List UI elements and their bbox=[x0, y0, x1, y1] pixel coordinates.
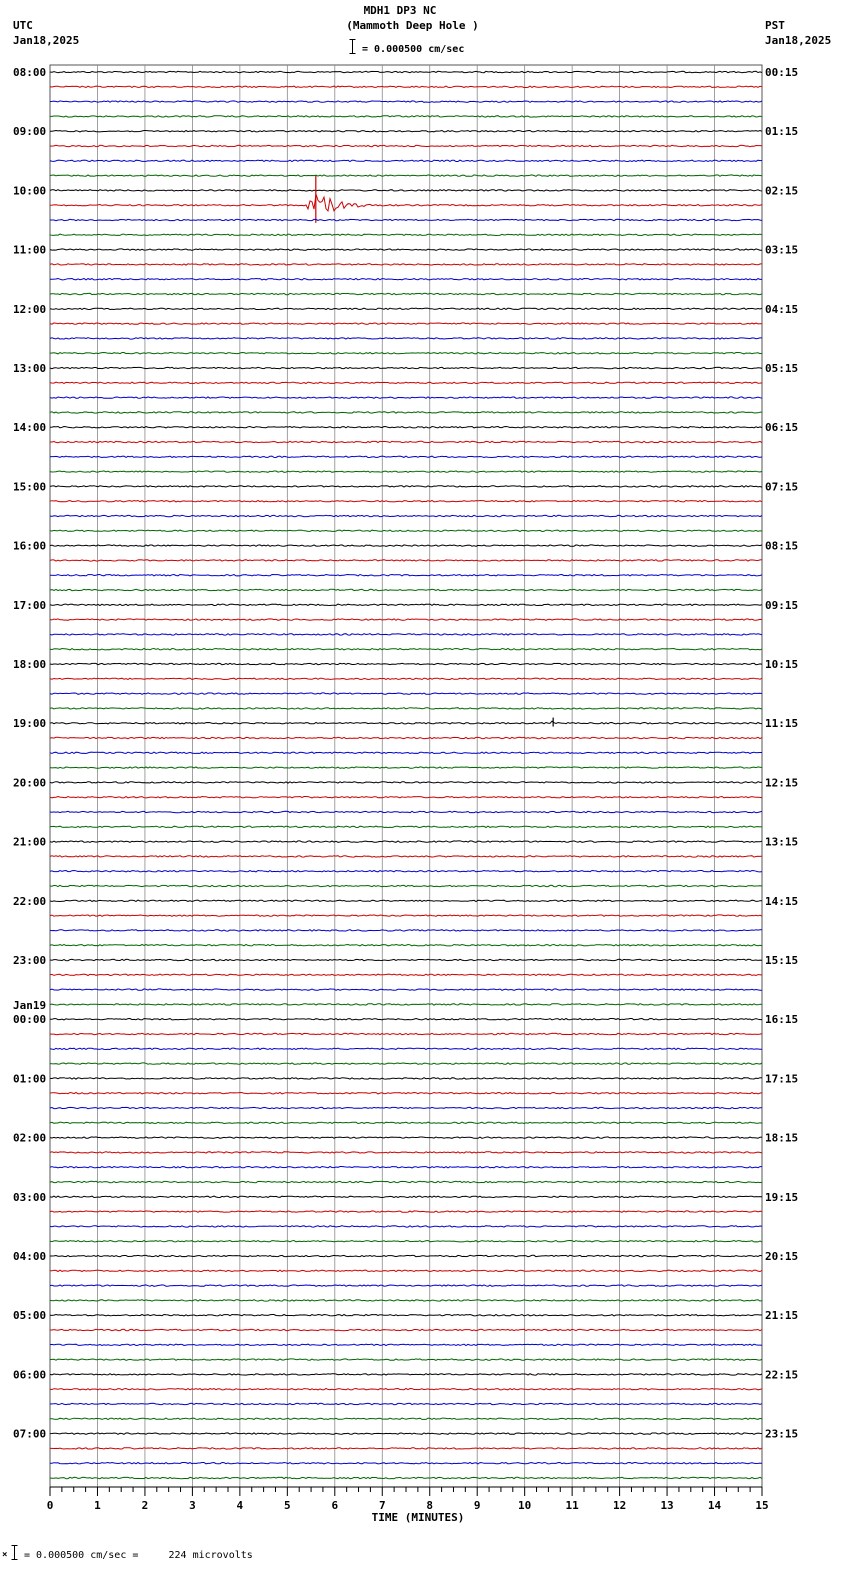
seismic-trace bbox=[50, 767, 762, 768]
seismic-trace bbox=[50, 397, 762, 398]
x-tick-label: 2 bbox=[141, 1499, 149, 1512]
seismic-trace bbox=[50, 456, 762, 457]
seismic-trace bbox=[50, 190, 762, 191]
seismic-trace bbox=[50, 1211, 762, 1212]
seismic-trace bbox=[50, 367, 762, 368]
seismic-trace bbox=[50, 693, 762, 694]
x-tick-label: 3 bbox=[189, 1499, 196, 1512]
station-location: (Mammoth Deep Hole ) bbox=[346, 19, 479, 32]
utc-hour-label: 20:00 bbox=[13, 776, 47, 790]
seismic-trace bbox=[50, 545, 762, 546]
utc-label: UTC bbox=[13, 19, 33, 32]
seismic-trace bbox=[50, 811, 762, 812]
utc-hour-label: 17:00 bbox=[13, 598, 47, 612]
seismic-trace bbox=[50, 86, 762, 87]
seismic-trace bbox=[50, 1048, 762, 1049]
seismic-trace bbox=[50, 1448, 762, 1449]
seismic-trace bbox=[50, 194, 762, 211]
pst-hour-label: 20:15 bbox=[765, 1250, 799, 1263]
seismic-trace bbox=[50, 293, 762, 294]
x-axis-title: TIME (MINUTES) bbox=[371, 1511, 465, 1524]
seismic-trace bbox=[50, 1078, 762, 1079]
station-title: MDH1 DP3 NC bbox=[363, 4, 437, 17]
seismic-trace bbox=[50, 338, 762, 339]
seismic-trace bbox=[50, 249, 762, 250]
pst-hour-label: 11:15 bbox=[765, 717, 799, 731]
x-tick-label: 14 bbox=[707, 1499, 722, 1512]
seismic-trace bbox=[50, 353, 762, 354]
seismic-trace bbox=[50, 634, 762, 635]
pst-hour-label: 08:15 bbox=[765, 539, 799, 553]
utc-hour-label: 16:00 bbox=[13, 539, 47, 553]
seismic-trace bbox=[50, 1196, 762, 1197]
seismic-trace bbox=[50, 279, 762, 280]
x-tick-label: 5 bbox=[284, 1499, 291, 1512]
seismic-trace bbox=[50, 856, 762, 857]
seismic-trace bbox=[50, 871, 762, 872]
seismic-trace bbox=[50, 721, 762, 724]
utc-hour-label: 22:00 bbox=[13, 894, 47, 908]
utc-hour-label: 18:00 bbox=[13, 658, 47, 671]
seismic-trace bbox=[50, 471, 762, 472]
seismic-trace bbox=[50, 1255, 762, 1256]
pst-hour-label: 14:15 bbox=[765, 894, 799, 908]
seismic-trace bbox=[50, 71, 762, 72]
seismic-trace bbox=[50, 1344, 762, 1345]
seismic-trace bbox=[50, 930, 762, 931]
utc-date: Jan18,2025 bbox=[13, 34, 80, 47]
seismic-trace bbox=[50, 1107, 762, 1108]
seismic-trace bbox=[50, 989, 762, 990]
pst-label: PST bbox=[765, 19, 785, 32]
seismic-trace bbox=[50, 589, 762, 590]
seismic-trace bbox=[50, 1181, 762, 1182]
seismic-trace bbox=[50, 1167, 762, 1168]
pst-hour-label: 02:15 bbox=[765, 184, 799, 198]
pst-hour-label: 13:15 bbox=[765, 835, 799, 849]
x-tick-label: 10 bbox=[518, 1499, 532, 1512]
utc-hour-label: 04:00 bbox=[13, 1250, 47, 1263]
utc-hour-label: 08:00 bbox=[13, 66, 47, 79]
seismic-trace bbox=[50, 1418, 762, 1419]
seismic-trace bbox=[50, 175, 762, 176]
x-tick-label: 0 bbox=[46, 1499, 54, 1512]
pst-hour-label: 19:15 bbox=[765, 1190, 799, 1204]
x-tick-label: 13 bbox=[660, 1499, 674, 1512]
pst-hour-label: 01:15 bbox=[765, 125, 799, 139]
pst-date: Jan18,2025 bbox=[765, 34, 832, 47]
seismic-trace bbox=[50, 412, 762, 413]
seismic-trace bbox=[50, 1359, 762, 1360]
utc-hour-label: 13:00 bbox=[13, 362, 47, 375]
seismic-trace bbox=[50, 1226, 762, 1227]
seismic-trace bbox=[50, 826, 762, 827]
utc-hour-label: 11:00 bbox=[13, 243, 47, 257]
x-tick-label: 7 bbox=[378, 1499, 386, 1512]
x-tick-label: 9 bbox=[473, 1499, 481, 1512]
utc-hour-label: 23:00 bbox=[13, 954, 47, 967]
seismic-trace bbox=[50, 604, 762, 605]
utc-hour-label: 14:00 bbox=[13, 421, 47, 435]
seismic-trace bbox=[50, 219, 762, 220]
seismic-trace bbox=[50, 1300, 762, 1301]
utc-hour-label: 00:00 bbox=[13, 1013, 47, 1027]
footer-scale-label: = 0.000500 cm/sec = 224 microvolts bbox=[24, 1550, 253, 1561]
utc-hour-label: 06:00 bbox=[13, 1368, 47, 1382]
footer-scale-bar-icon bbox=[11, 1545, 18, 1560]
seismic-trace bbox=[50, 101, 762, 102]
scale-label: = 0.000500 cm/sec bbox=[362, 44, 465, 55]
seismic-trace bbox=[50, 1019, 762, 1020]
seismic-trace bbox=[50, 782, 762, 783]
seismic-trace bbox=[50, 708, 762, 709]
seismic-trace bbox=[50, 737, 762, 738]
seismic-trace bbox=[50, 619, 762, 620]
seismic-trace bbox=[50, 1063, 762, 1064]
utc-hour-label: 07:00 bbox=[13, 1427, 47, 1441]
seismic-trace bbox=[50, 131, 762, 132]
seismic-trace bbox=[50, 1433, 762, 1434]
pst-hour-label: 22:15 bbox=[765, 1368, 799, 1382]
pst-hour-label: 04:15 bbox=[765, 302, 799, 316]
seismic-trace bbox=[50, 234, 762, 235]
pst-hour-label: 15:15 bbox=[765, 954, 799, 967]
utc-hour-label: 19:00 bbox=[13, 717, 47, 731]
seismic-trace bbox=[50, 1285, 762, 1286]
seismic-trace bbox=[50, 974, 762, 975]
pst-hour-label: 09:15 bbox=[765, 598, 799, 612]
seismic-trace bbox=[50, 1389, 762, 1390]
seismic-trace bbox=[50, 1403, 762, 1404]
seismic-trace bbox=[50, 1374, 762, 1375]
seismic-trace bbox=[50, 678, 762, 679]
seismic-trace bbox=[50, 649, 762, 650]
utc-hour-label: 01:00 bbox=[13, 1072, 47, 1086]
utc-hour-label: 21:00 bbox=[13, 835, 47, 849]
utc-hour-label: 03:00 bbox=[13, 1190, 47, 1204]
seismic-trace bbox=[50, 145, 762, 146]
seismic-trace bbox=[50, 1463, 762, 1464]
pst-hour-label: 05:15 bbox=[765, 362, 799, 375]
seismic-trace bbox=[50, 160, 762, 161]
pst-hour-label: 10:15 bbox=[765, 658, 799, 671]
seismic-trace bbox=[50, 308, 762, 309]
seismic-trace bbox=[50, 264, 762, 265]
seismic-trace bbox=[50, 501, 762, 502]
seismic-trace bbox=[50, 663, 762, 664]
seismic-trace bbox=[50, 1315, 762, 1316]
seismic-trace bbox=[50, 945, 762, 946]
pst-hour-label: 23:15 bbox=[765, 1427, 799, 1441]
utc-hour-label: 10:00 bbox=[13, 184, 47, 198]
pst-hour-label: 17:15 bbox=[765, 1072, 799, 1086]
utc-hour-label: 12:00 bbox=[13, 302, 47, 316]
seismic-trace bbox=[50, 1033, 762, 1034]
seismic-trace bbox=[50, 959, 762, 960]
seismic-trace bbox=[50, 1270, 762, 1271]
pst-hour-label: 16:15 bbox=[765, 1013, 799, 1027]
seismic-trace bbox=[50, 1241, 762, 1242]
seismic-trace bbox=[50, 1477, 762, 1478]
seismic-trace bbox=[50, 1004, 762, 1005]
x-tick-label: 1 bbox=[94, 1499, 101, 1512]
seismic-trace bbox=[50, 323, 762, 324]
footer-mark-icon: × bbox=[2, 1550, 8, 1560]
seismic-trace bbox=[50, 382, 762, 383]
x-tick-label: 12 bbox=[612, 1499, 627, 1512]
seismic-trace bbox=[50, 560, 762, 561]
pst-hour-label: 07:15 bbox=[765, 480, 799, 494]
utc-hour-label: 02:00 bbox=[13, 1131, 47, 1145]
date-change-label: Jan19 bbox=[13, 999, 47, 1013]
seismic-trace bbox=[50, 797, 762, 798]
pst-hour-label: 12:15 bbox=[765, 776, 799, 790]
seismic-trace bbox=[50, 116, 762, 117]
utc-hour-label: 09:00 bbox=[13, 125, 47, 139]
seismic-trace bbox=[50, 441, 762, 442]
seismic-trace bbox=[50, 1122, 762, 1123]
utc-hour-label: 05:00 bbox=[13, 1309, 47, 1323]
seismic-trace bbox=[50, 1093, 762, 1094]
x-tick-label: 8 bbox=[426, 1499, 434, 1512]
pst-hour-label: 00:15 bbox=[765, 66, 799, 79]
seismic-trace bbox=[50, 486, 762, 487]
pst-hour-label: 18:15 bbox=[765, 1131, 799, 1145]
seismic-trace bbox=[50, 427, 762, 428]
x-tick-label: 4 bbox=[236, 1499, 244, 1512]
seismic-trace bbox=[50, 530, 762, 531]
seismic-trace bbox=[50, 1137, 762, 1138]
pst-hour-label: 03:15 bbox=[765, 243, 799, 257]
pst-hour-label: 21:15 bbox=[765, 1309, 799, 1323]
seismic-trace bbox=[50, 841, 762, 842]
seismic-trace bbox=[50, 1152, 762, 1153]
seismic-trace bbox=[50, 885, 762, 886]
x-tick-label: 6 bbox=[331, 1499, 339, 1512]
utc-hour-label: 15:00 bbox=[13, 480, 47, 494]
seismic-trace bbox=[50, 575, 762, 576]
x-tick-label: 11 bbox=[565, 1499, 579, 1512]
seismic-trace bbox=[50, 752, 762, 753]
seismic-trace bbox=[50, 515, 762, 516]
pst-hour-label: 06:15 bbox=[765, 421, 799, 435]
x-tick-label: 15 bbox=[755, 1499, 769, 1512]
seismic-trace bbox=[50, 900, 762, 901]
seismic-trace bbox=[50, 1329, 762, 1330]
seismic-trace bbox=[50, 915, 762, 916]
